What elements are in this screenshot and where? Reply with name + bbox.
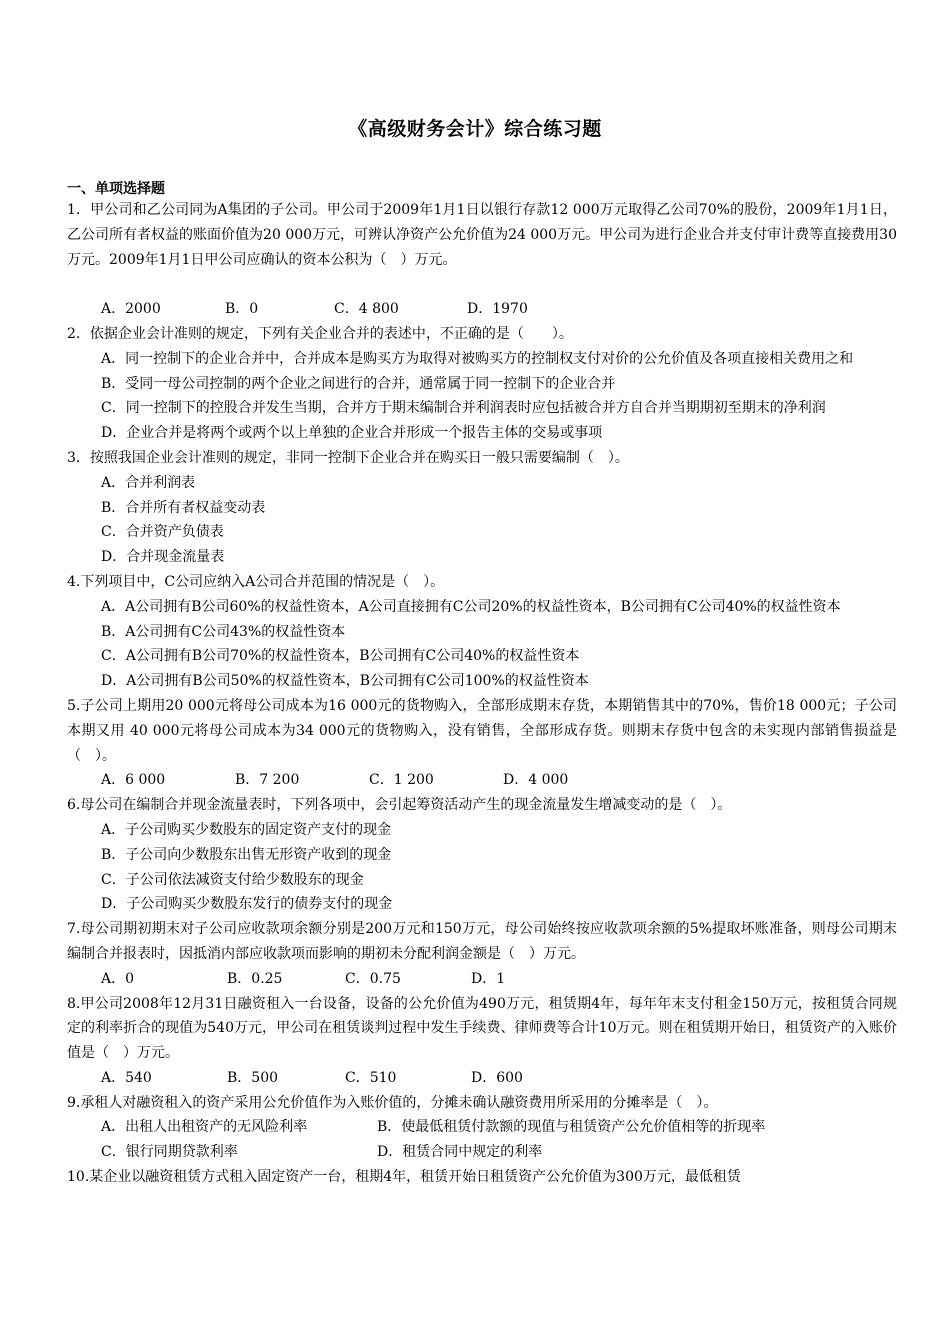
question-6-option-c: C．子公司依法减资支付给少数股东的现金 bbox=[101, 871, 364, 888]
option-a: A．0 bbox=[101, 970, 135, 987]
question-4-stem: 4.下列项目中，C公司应纳入A公司合并范围的情况是（ ）。 bbox=[67, 573, 445, 590]
option-b: B．0 bbox=[225, 301, 259, 318]
option-d: D．600 bbox=[471, 1069, 523, 1086]
option-a: A．6 000 bbox=[101, 772, 166, 789]
question-4-option-a: A．A公司拥有B公司60%的权益性资本，A公司直接拥有C公司20%的权益性资本，B公司拥有C公司40%的权益性资本 bbox=[101, 598, 841, 615]
question-5-options bbox=[67, 768, 897, 793]
question-3-stem: 3．按照我国企业会计准则的规定，非同一控制下企业合并在购买日一般只需要编制（ ）。 bbox=[67, 449, 629, 466]
question-4-option-d: D．A公司拥有B公司50%的权益性资本，B公司拥有C公司100%的权益性资本 bbox=[101, 673, 589, 690]
option-a: A．540 bbox=[101, 1069, 152, 1086]
question-3-option-a: A．合并利润表 bbox=[101, 474, 196, 491]
question-3-option-d: D．合并现金流量表 bbox=[101, 549, 225, 566]
question-6-option-b: B．子公司向少数股东出售无形资产收到的现金 bbox=[101, 846, 392, 863]
option-c: C．510 bbox=[345, 1069, 397, 1086]
question-3-option-c: C．合并资产负债表 bbox=[101, 524, 224, 541]
option-c: C．4 800 bbox=[334, 301, 399, 318]
option-b: B．7 200 bbox=[235, 772, 300, 789]
question-list bbox=[67, 198, 897, 1190]
question-9-options-row-2 bbox=[67, 1140, 897, 1165]
question-1-stem: 1．甲公司和乙公司同为A集团的子公司。甲公司于2009年1月1日以银行存款12 000万元取得乙公司70%的股份，2009年1月1日，乙公司所有者权益的账面价值为20 000万元，可辨认净资产公允价值为24 000万元。甲公司为进行企业合并支付审计费等直接费用30万元。2009年1月1日甲公司应确认的资本公积为（ ）万元。 bbox=[67, 202, 897, 268]
question-9-stem: 9.承租人对融资租入的资产采用公允价值作为入账价值的，分摊未确认融资费用所采用的分摊率是（ ）。 bbox=[67, 1094, 718, 1111]
option-b: B．使最低租赁付款额的现值与租赁资产公允价值相等的折现率 bbox=[377, 1119, 766, 1136]
question-2-option-a: A．同一控制下的企业合并中，合并成本是购买方为取得对被购买方的控制权支付对价的公允价值及各项直接相关费用之和 bbox=[101, 350, 854, 367]
question-2-option-c: C．同一控制下的控股合并发生当期，合并方于期末编制合并利润表时应包括被合并方自合并当期期初至期末的净利润 bbox=[101, 400, 826, 417]
option-c: C．1 200 bbox=[369, 772, 434, 789]
question-5-stem: 5.子公司上期用20 000元将母公司成本为16 000元的货物购入，全部形成期末存货，本期销售其中的70%，售价18 000元；子公司本期又用 40 000元将母公司成本为34 000元的货物购入，没有销售，全部形成存货。则期末存货中包含的未实现内部销售损益是（ ）。 bbox=[67, 697, 897, 764]
question-7-options bbox=[67, 967, 897, 992]
option-a: A．出租人出租资产的无风险利率 bbox=[101, 1119, 308, 1136]
option-a: A．2000 bbox=[101, 301, 161, 318]
option-d: D．租赁合同中规定的利率 bbox=[377, 1144, 543, 1161]
question-9-options-row-1 bbox=[67, 1115, 897, 1140]
question-4-option-c: C．A公司拥有B公司70%的权益性资本，B公司拥有C公司40%的权益性资本 bbox=[101, 648, 580, 665]
question-8-options bbox=[67, 1066, 897, 1091]
question-4-option-b: B．A公司拥有C公司43%的权益性资本 bbox=[101, 623, 346, 640]
question-2-stem: 2．依据企业会计准则的规定，下列有关企业合并的表述中，不正确的是（ ）。 bbox=[67, 325, 573, 342]
option-c: C．银行同期贷款利率 bbox=[101, 1144, 238, 1161]
question-2-option-b: B．受同一母公司控制的两个企业之间进行的合并，通常属于同一控制下的企业合并 bbox=[101, 375, 616, 392]
question-1-options bbox=[67, 297, 897, 322]
question-6-option-a: A．子公司购买少数股东的固定资产支付的现金 bbox=[101, 821, 392, 838]
question-8-stem: 8.甲公司2008年12月31日融资租入一台设备，设备的公允价值为490万元，租赁期4年，每年年末支付租金150万元，按租赁合同规定的利率折合的现值为540万元，甲公司在租赁谈判过程中发生手续费、律师费等合计10万元。则在租赁期开始日，租赁资产的入账价值是（ ）万元。 bbox=[67, 995, 897, 1062]
question-2-option-d: D．企业合并是将两个或两个以上单独的企业合并形成一个报告主体的交易或事项 bbox=[101, 425, 603, 442]
question-7-stem: 7.母公司期初期末对子公司应收款项余额分别是200万元和150万元，母公司始终按应收款项余额的5%提取坏账准备，则母公司期末编制合并报表时，因抵消内部应收款项而影响的期初未分配利润金额是（ ）万元。 bbox=[67, 921, 897, 962]
page-title: 《高级财务会计》综合练习题 bbox=[348, 118, 602, 140]
option-d: D．4 000 bbox=[503, 772, 569, 789]
question-6-option-d: D．子公司购买少数股东发行的债券支付的现金 bbox=[101, 896, 393, 913]
question-10-stem: 10.某企业以融资租赁方式租入固定资产一台，租期4年，租赁开始日租赁资产公允价值为300万元，最低租赁 bbox=[67, 1169, 741, 1186]
option-c: C．0.75 bbox=[345, 970, 401, 987]
option-d: D．1970 bbox=[467, 301, 528, 318]
question-6-stem: 6.母公司在编制合并现金流量表时，下列各项中，会引起筹资活动产生的现金流量发生增减变动的是（ ）。 bbox=[67, 797, 732, 814]
section-heading: 一、单项选择题 bbox=[67, 181, 165, 197]
spacer bbox=[67, 272, 897, 297]
option-d: D．1 bbox=[471, 970, 506, 987]
option-b: B．0.25 bbox=[227, 970, 283, 987]
question-3-option-b: B．合并所有者权益变动表 bbox=[101, 499, 266, 516]
option-b: B．500 bbox=[227, 1069, 279, 1086]
